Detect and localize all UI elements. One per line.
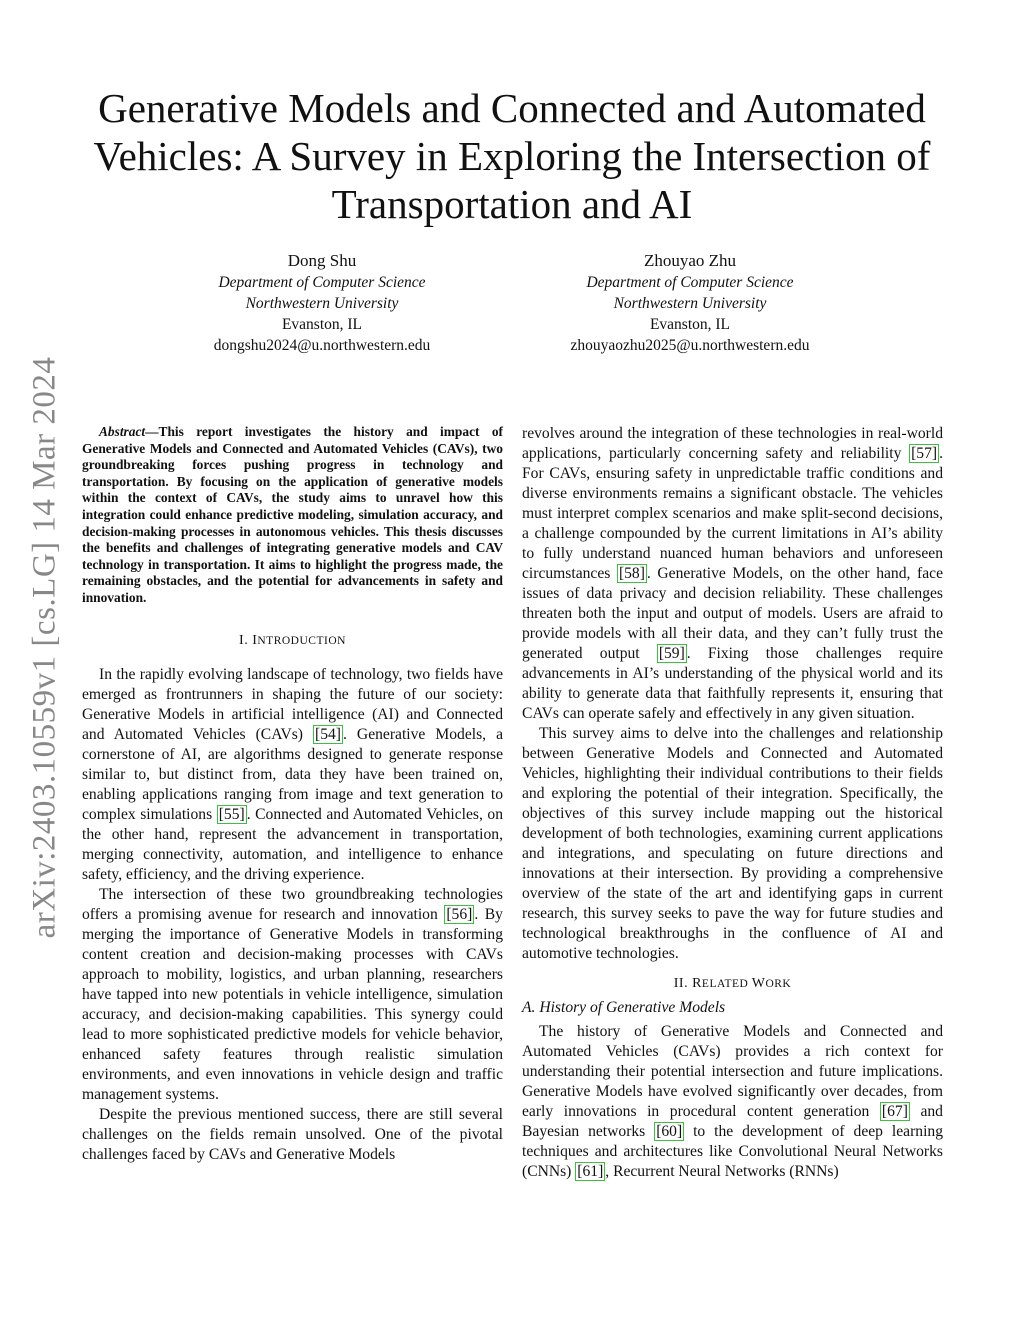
paper-title: Generative Models and Connected and Automated Vehicles: A Survey in Exploring the Intersection of Transportation and AI: [93, 85, 931, 227]
abstract-text: —This report investigates the history and impact of Generative Models and Connected and Automated Vehicles (CAVs), two groundbreaking forces pushing progress in technology and transportation. By focusing on the application of generative models within the context of CAVs, the study aims to unravel how this integration could enhance predictive modeling, simulation accuracy, and decision-making processes in autonomous vehicles. This thesis discusses the benefits and challenges of integrating generative models and CAV technology in transportation. It aims to highlight the progress made, the remaining obstacles, and the potential for advancements in safety and innovation.: [82, 424, 503, 605]
abstract: [82, 424, 503, 607]
author-email: zhouyaozhu2025@u.northwestern.edu: [570, 337, 810, 354]
author-dept: Department of Computer Science: [586, 274, 794, 291]
author-location: Evanston, IL: [649, 316, 731, 333]
intro-paragraph-2: The intersection of these two groundbreaking technologies offers a promising avenue for research and innovation [56] . By merging the importance of Generative Models in transforming content creation and decision-making processes with CAVs approach to mobility, logistics, and urban planning, researchers have tapped into new potentials in vehicle intelligence, simulation accuracy, and decision-making capabilities. This synergy could lead to more sophisticated predictive models for vehicle behavior, enhanced safety features through realistic simulation environments, and even innovations in vehicle design and traffic management systems.: [82, 885, 503, 1103]
citation-link[interactable]: [59]: [658, 645, 685, 662]
right-paragraph-1: revolves around the integration of these technologies in real-world applications, particularly concerning safety and reliability [57] . For CAVs, ensuring safety in unpredictable traffic conditions and diverse environments remains a significant obstacle. The vehicles must interpret complex scenarios and make split-second decisions, a challenge compounded by the current limitations in AI’s ability to fully understand nuanced human behaviors and unforeseen circumstances [58] . Generative Models, on the other hand, face issues of data privacy and decision reliability. These challenges threaten both the input and output of models. Users are afraid to provide models with all their data, and they can’t fully trust the generated output [59] . Fixing those challenges require advancements in AI’s understanding of the physical world and its ability to generate data that faithfully represents it, ensuring that CAVs can operate safely and effectively in any given situation.: [522, 425, 943, 722]
right-column: [522, 424, 943, 1182]
author-name: Zhouyao Zhu: [643, 251, 737, 270]
citation-link[interactable]: [56]: [446, 905, 473, 923]
author-block-2: [500, 250, 880, 356]
citation-link[interactable]: [61]: [577, 1163, 604, 1180]
citation-link[interactable]: [57]: [911, 445, 938, 462]
citation-link[interactable]: [58]: [618, 565, 645, 582]
section-heading-introduction: I. INTRODUCTION: [239, 632, 346, 648]
citation-link[interactable]: [54]: [315, 725, 341, 743]
author-univ: Northwestern University: [245, 295, 399, 312]
section-heading-related-work: II. RELATED WORK: [673, 976, 792, 991]
arxiv-stamp-text: arXiv:2403.10559v1 [cs.LG] 14 Mar 2024: [26, 356, 63, 939]
author-dept: Department of Computer Science: [218, 274, 426, 291]
left-column: [82, 424, 503, 1165]
abstract-label: Abstract: [99, 424, 146, 439]
citation-link[interactable]: [67]: [881, 1103, 908, 1120]
intro-paragraph-1: In the rapidly evolving landscape of technology, two fields have emerged as frontrunners in shaping the future of our society: Generative Models in artificial intelligence (AI) and Connected and Automated Vehicles (CAVs) [54] . Generative Models, a cornerstone of AI, are algorithms designed to generate response similar to, but distinct from, data they have been trained on, enabling applications ranging from image and text generation to complex simulations [55] . Connected and Automated Vehicles, on the other hand, represent the advancement in transportation, merging connectivity, automation, and intelligence to enhance safety, efficiency, and the driving experience.: [82, 665, 504, 883]
arxiv-stamp: [22, 350, 68, 945]
author-email: dongshu2024@u.northwestern.edu: [213, 337, 431, 354]
citation-link[interactable]: [55]: [218, 805, 245, 823]
author-name: Dong Shu: [287, 251, 357, 270]
author-block-1: [132, 250, 512, 356]
author-location: Evanston, IL: [281, 316, 363, 333]
right-paragraph-2: This survey aims to delve into the challenges and relationship between Generative Models and Connected and Automated Vehicles, highlighting their individual contributions to their fields and exploring the potential of their integration. Specifically, the objectives of this survey include mapping out the historical development of both technologies, examining current applications and integrations, and speculating on future directions and innovations at their intersection. By providing a comprehensive overview of the state of the art and identifying gaps in current research, this survey seeks to pave the way for future studies and technological breakthroughs in the confluence of AI and automotive technologies.: [522, 725, 943, 962]
citation-link[interactable]: [60]: [656, 1123, 683, 1140]
intro-paragraph-3: Despite the previous mentioned success, there are still several challenges on the fields remain unsolved. One of the pivotal challenges faced by CAVs and Generative Models: [82, 1105, 503, 1163]
author-univ: Northwestern University: [613, 295, 767, 312]
subsection-heading-history: A. History of Generative Models: [522, 999, 726, 1016]
right-paragraph-3: The history of Generative Models and Connected and Automated Vehicles (CAVs) provides a rich context for understanding their potential intersection and future implications. Generative Models have evolved significantly over decades, from early innovations in procedural content generation [67] and Bayesian networks [60] to the development of deep learning techniques and architectures like Convolutional Neural Networks (CNNs) [61] , Recurrent Neural Networks (RNNs): [522, 1023, 943, 1180]
